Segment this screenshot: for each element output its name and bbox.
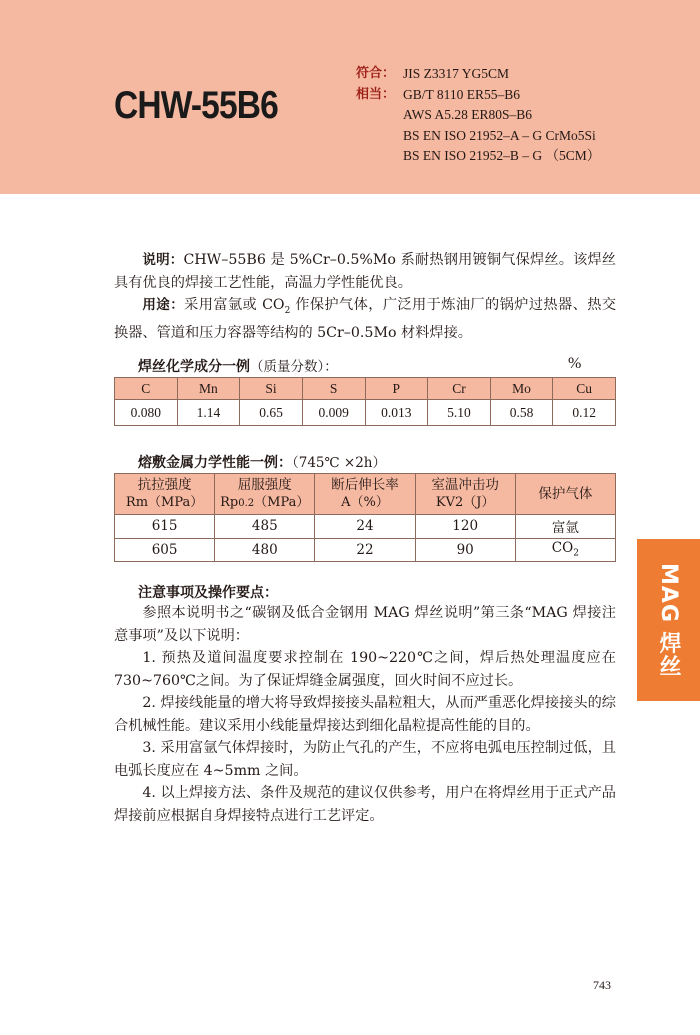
description-text: CHW–55B6 是 5%Cr–0.5%Mo 系耐热钢用镀铜气保焊丝。该焊丝具有优良的焊接工艺性能，高温力学性能优良。 [114, 252, 616, 291]
mech-title-text: 熔敷金属力学性能一例： [138, 455, 292, 471]
standard-line [356, 64, 600, 85]
header-line-1: 保护气体 [538, 485, 593, 502]
standard-value: JIS Z3317 YG5CM [403, 66, 510, 81]
table-header-cell [315, 474, 415, 515]
notes-item: 3. 采用富氩气体焊接时，为防止气孔的产生，不应将电弧电压控制过低，且电弧长度应在 4~5mm 之间。 [114, 740, 616, 779]
table-cell: 0.12 [553, 400, 616, 426]
table-row [115, 400, 616, 426]
table-cell: 0.080 [115, 400, 178, 426]
standard-label: 符合： [356, 66, 396, 81]
usage-text-b: 作保护气体，广泛用于炼油厂的锅炉过热器、热交换器、管道和压力容器等结构的 5Cr–0.5Mo 材料焊接。 [114, 297, 617, 342]
table-cell: 22 [315, 538, 415, 562]
table-cell [515, 538, 615, 562]
header-line-2 [215, 494, 314, 512]
table-header-cell [515, 474, 615, 515]
mech-title-note: （745℃ ×2h） [292, 455, 387, 471]
table-cell: 0.58 [490, 400, 553, 426]
table-cell: 1.14 [177, 400, 240, 426]
table-cell: 富氩 [515, 515, 615, 539]
header-line-2: Rm（MPa） [125, 495, 204, 510]
gas-text: CO [551, 540, 574, 557]
table-cell: 24 [315, 515, 415, 539]
description-label: 说明： [142, 252, 184, 268]
mechanical-properties-table [114, 473, 616, 562]
header-line-2: A（%） [341, 495, 389, 510]
product-title: CHW-55B6 [114, 84, 278, 127]
table-header-cell: Cr [428, 378, 491, 400]
notes-title: 注意事项及操作要点： [138, 585, 278, 601]
table-header-row [115, 378, 616, 400]
description-block [114, 249, 616, 345]
header-line-2: KV2（J） [435, 495, 495, 510]
gas-subscript: 2 [573, 549, 579, 560]
header-rp-sub: 0.2 [238, 497, 255, 509]
table-header-cell: Si [240, 378, 303, 400]
side-tab-mag-wire: MAG 焊丝 [637, 539, 700, 701]
standard-line [356, 105, 600, 126]
notes-item: 2. 焊接线能量的增大将导致焊接接头晶粒粗大，从而严重恶化焊接接头的综合机械性能。建议采用小线能量焊接达到细化晶粒提高性能的目的。 [114, 695, 616, 734]
table-cell: 5.10 [428, 400, 491, 426]
standard-value: BS EN ISO 21952–A – G CrMo5Si [403, 127, 596, 143]
table-cell: 485 [215, 515, 315, 539]
table-cell: 0.009 [302, 400, 365, 426]
table-header-cell: C [115, 378, 178, 400]
table-header-cell [415, 474, 515, 515]
usage-text-a: 采用富氩或 CO [184, 297, 285, 313]
standard-label [356, 126, 403, 147]
standard-line [356, 85, 600, 106]
standard-label [356, 146, 403, 167]
notes-item: 1. 预热及道间温度要求控制在 190~220℃之间，焊后热处理温度应在 730~760℃之间。为了保证焊缝金属强度，回火时间不应过长。 [114, 650, 616, 689]
chem-unit: % [568, 355, 582, 372]
usage-subscript: 2 [284, 305, 291, 316]
header-rp-unit: （MPa） [254, 494, 310, 510]
description-paragraph [114, 249, 616, 294]
header-line-1: 断后伸长率 [331, 477, 399, 493]
table-header-cell [115, 474, 215, 515]
standard-value: AWS A5.28 ER80S–B6 [403, 107, 533, 122]
header-rp: Rp [220, 494, 239, 510]
notes-block [114, 602, 616, 827]
standards-list [356, 64, 600, 167]
table-header-cell: S [302, 378, 365, 400]
mech-table-title [138, 451, 386, 472]
table-cell: 0.013 [365, 400, 428, 426]
standard-line [356, 146, 600, 167]
table-row [115, 515, 616, 539]
page-number: 743 [593, 978, 611, 992]
table-header-cell: Cu [553, 378, 616, 400]
notes-intro: 参照本说明书之“碳钢及低合金钢用 MAG 焊丝说明”第三条“MAG 焊接注意事项”及以下说明： [114, 605, 616, 644]
standard-line [356, 126, 600, 147]
header-line-1: 屈服强度 [237, 476, 292, 493]
notes-item: 4. 以上焊接方法、条件及规范的建议仅供参考，用户在将焊丝用于正式产品焊接前应根据自身焊接特点进行工艺评定。 [114, 785, 616, 824]
standard-label [356, 105, 403, 126]
header-banner [0, 0, 700, 194]
table-cell: 605 [115, 538, 215, 562]
table-cell: 615 [115, 515, 215, 539]
table-header-cell: Mn [177, 378, 240, 400]
usage-paragraph [114, 294, 616, 345]
table-cell: 120 [415, 515, 515, 539]
table-header-row [115, 474, 616, 515]
chem-title-note: （质量分数）： [250, 359, 338, 375]
table-header-cell [215, 474, 315, 515]
table-header-cell: P [365, 378, 428, 400]
header-line-1: 抗拉强度 [137, 477, 192, 493]
table-cell: 480 [215, 538, 315, 562]
standard-value: GB/T 8110 ER55–B6 [403, 86, 521, 102]
table-cell: 90 [415, 538, 515, 562]
table-row [115, 538, 616, 562]
table-cell: 0.65 [240, 400, 303, 426]
usage-label: 用途： [142, 297, 185, 313]
chem-title-text: 焊丝化学成分一例 [138, 359, 250, 375]
chem-table-title [138, 355, 338, 376]
header-line-1: 室温冲击功 [431, 477, 499, 493]
table-header-cell: Mo [490, 378, 553, 400]
standard-value: BS EN ISO 21952–B – G （5CM） [403, 148, 601, 163]
chem-composition-table [114, 377, 616, 426]
standard-label: 相当： [356, 86, 396, 102]
